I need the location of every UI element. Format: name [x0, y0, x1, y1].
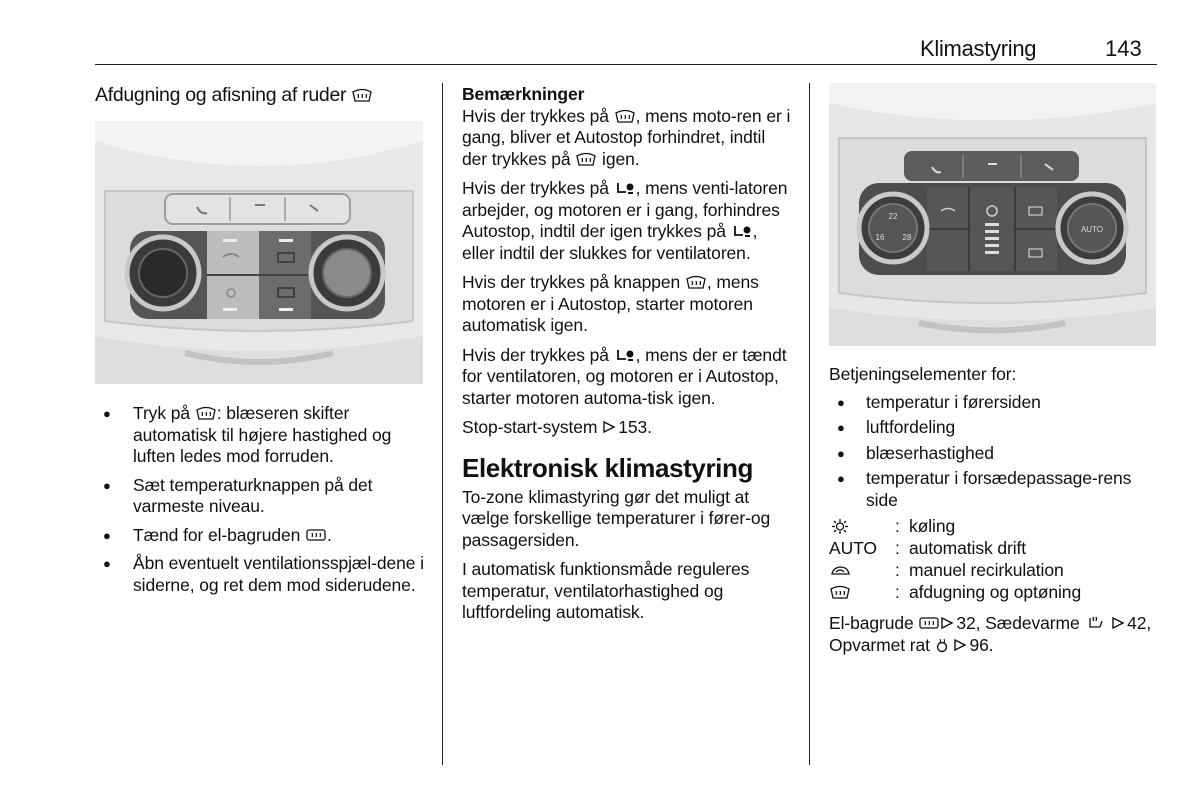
cross-reference: Stop-start-system 153. [462, 417, 652, 437]
windshield-defrost-icon [575, 152, 597, 167]
legend-key-auto: AUTO [829, 538, 877, 558]
list-item: ● temperatur i forsædepassage-rens side [829, 468, 1159, 511]
climate-panel-photo-2 [829, 83, 1156, 346]
windshield-defrost-icon [351, 88, 373, 103]
windshield-defrost-icon [685, 275, 707, 290]
rear-window-heat-icon [305, 528, 327, 543]
column-divider-1 [442, 83, 443, 765]
column-divider-2 [809, 83, 810, 765]
page-reference-arrow-icon [953, 636, 967, 650]
windshield-defrost-icon [195, 406, 217, 421]
list-item: ● Åbn eventuelt ventilationsspjæl-dene i siderne, og ret dem mod siderudene. [95, 553, 425, 596]
legend-desc: automatisk drift [909, 538, 1027, 558]
windshield-defrost-icon [829, 585, 851, 600]
paragraph: Hvis der trykkes på , mens venti-latoren arbejder, og motoren er i gang, forhindres Autostop, indtil der igen trykkes på , eller indtil der slukkes for ventilatoren. [462, 178, 788, 263]
dial-label-22: 22 [888, 212, 898, 221]
legend-desc: køling [909, 516, 956, 536]
fan-icon [731, 224, 753, 239]
page-reference-arrow-icon [940, 614, 954, 628]
snowflake-icon [829, 519, 851, 534]
heated-steering-wheel-icon [935, 638, 949, 653]
section-title-defrost: Afdugning og afisning af ruder [95, 85, 425, 107]
fan-icon [614, 181, 636, 196]
dial-label-auto: AUTO [1080, 225, 1104, 234]
controls-list [829, 392, 1159, 512]
legend-desc: manuel recirkulation [909, 560, 1064, 580]
list-item: ● temperatur i førersiden [829, 392, 1159, 414]
list-item: ● Sæt temperaturknappen på det varmeste niveau. [95, 475, 425, 518]
fan-icon [614, 348, 636, 363]
column-1 [95, 85, 425, 107]
dial-label-16: 16 [875, 233, 885, 242]
legend-row: : afdugning og optøning [829, 581, 1159, 603]
list-item: ● blæserhastighed [829, 443, 1159, 465]
page-reference-arrow-icon [1111, 614, 1125, 628]
column-2 [462, 84, 792, 632]
legend-row: : manuel recirkulation [829, 559, 1159, 581]
climate-panel-photo-1 [95, 121, 423, 384]
legend-desc: afdugning og optøning [909, 582, 1082, 602]
symbol-legend [829, 515, 1159, 603]
paragraph: Hvis der trykkes på , mens der er tændt for ventilatoren, og motoren er i Autostop, starter motoren automa-tisk igen. [462, 344, 787, 408]
dial-label-28: 28 [902, 233, 912, 242]
column-3 [829, 364, 1159, 664]
note-heading: Bemærkninger [462, 84, 585, 104]
paragraph: Hvis der trykkes på knappen , mens motoren er i Autostop, starter motoren automatisk igen. [462, 272, 759, 335]
page-number: 143 [1105, 36, 1142, 61]
page-reference-arrow-icon [602, 418, 616, 432]
recirculation-icon [829, 563, 851, 578]
section-title-electronic-climate: Elektronisk klimastyring [462, 452, 753, 483]
controls-intro: Betjeningselementer for: [829, 364, 1017, 384]
paragraph: To-zone klimastyring gør det muligt at vælge forskellige temperaturer i fører-og passagersiden. [462, 486, 771, 550]
legend-row: : køling [829, 515, 1159, 537]
paragraph: Hvis der trykkes på , mens moto-ren er i gang, bliver et Autostop forhindret, indtil der trykkes på igen. [462, 105, 791, 169]
windshield-defrost-icon [614, 109, 636, 124]
paragraph: I automatisk funktionsmåde reguleres temperatur, ventilatorhastighed og luftfordeling automatisk. [462, 559, 750, 622]
list-item: ● Tryk på : blæseren skifter automatisk til højere hastighed og luften ledes mod forruden. [95, 403, 425, 468]
list-item: ● luftfordeling [829, 417, 1159, 439]
defrost-steps-list [95, 403, 425, 596]
page-header-title: Klimastyring [920, 36, 1037, 61]
legend-row: AUTO : automatisk drift [829, 538, 1027, 558]
seat-heating-icon [1084, 616, 1106, 631]
column-1-bullets [95, 403, 425, 603]
header-divider [95, 64, 1157, 65]
cross-reference: El-bagrude 32, Sædevarme 42, Opvarmet rat 96. [829, 613, 1152, 655]
list-item: ● Tænd for el-bagruden . [95, 525, 425, 547]
rear-window-heat-icon [918, 616, 940, 631]
